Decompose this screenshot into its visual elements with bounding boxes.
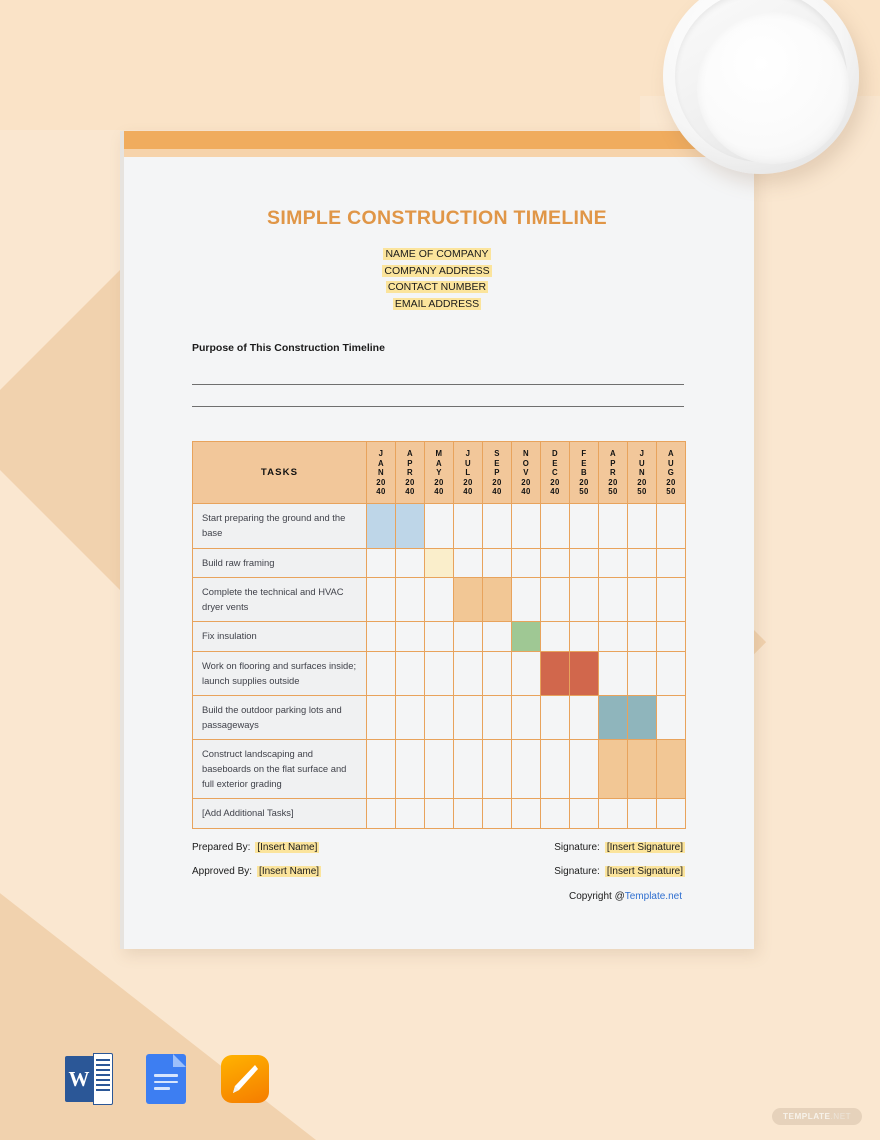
table-row bbox=[193, 651, 686, 695]
timeline-cell-r7-c8[interactable] bbox=[599, 799, 628, 829]
pen-icon bbox=[230, 1063, 260, 1095]
word-icon-letter: W bbox=[68, 1066, 90, 1091]
timeline-cell-r7-c4[interactable] bbox=[483, 799, 512, 829]
table-row bbox=[193, 622, 686, 652]
timeline-cell-r1-c9[interactable] bbox=[628, 548, 657, 578]
timeline-cell-r5-c5[interactable] bbox=[512, 696, 541, 740]
watermark-dim: .NET bbox=[830, 1112, 852, 1121]
template-net-link[interactable]: Template.net bbox=[624, 890, 682, 902]
timeline-cell-filled-r2-c3[interactable] bbox=[454, 578, 483, 622]
timeline-cell-r7-c2[interactable] bbox=[425, 799, 454, 829]
timeline-cell-filled-r4-c7[interactable] bbox=[570, 651, 599, 695]
timeline-cell-r4-c2[interactable] bbox=[425, 651, 454, 695]
template-net-watermark bbox=[772, 1108, 862, 1125]
timeline-cell-r1-c10[interactable] bbox=[657, 548, 686, 578]
construction-timeline-table bbox=[192, 441, 686, 828]
timeline-cell-filled-r0-c0[interactable] bbox=[367, 504, 396, 548]
timeline-cell-filled-r3-c5[interactable] bbox=[512, 622, 541, 652]
timeline-cell-r2-c1[interactable] bbox=[396, 578, 425, 622]
column-header-month-0: J A N 20 40 bbox=[367, 442, 396, 504]
page-top-accent-bar bbox=[120, 131, 754, 149]
timeline-cell-filled-r1-c2[interactable] bbox=[425, 548, 454, 578]
apple-pages-icon[interactable] bbox=[219, 1053, 271, 1105]
timeline-cell-r2-c5[interactable] bbox=[512, 578, 541, 622]
timeline-cell-filled-r0-c1[interactable] bbox=[396, 504, 425, 548]
background-top-strip-secondary bbox=[0, 0, 640, 130]
timeline-cell-r4-c10[interactable] bbox=[657, 651, 686, 695]
company-name-line[interactable]: NAME OF COMPANY bbox=[385, 248, 489, 260]
approved-signature-group bbox=[554, 866, 685, 877]
page-title: SIMPLE CONSTRUCTION TIMELINE bbox=[267, 207, 607, 229]
timeline-cell-r2-c0[interactable] bbox=[367, 578, 396, 622]
app-format-icons bbox=[63, 1053, 271, 1105]
timeline-cell-r3-c1[interactable] bbox=[396, 622, 425, 652]
timeline-cell-r1-c1[interactable] bbox=[396, 548, 425, 578]
approved-by-label: Approved By: bbox=[192, 865, 253, 877]
prepared-signature-group bbox=[554, 842, 685, 853]
timeline-cell-r4-c9[interactable] bbox=[628, 651, 657, 695]
timeline-cell-r5-c3[interactable] bbox=[454, 696, 483, 740]
column-header-month-3: J U L 20 40 bbox=[454, 442, 483, 504]
timeline-cell-r0-c10[interactable] bbox=[657, 504, 686, 548]
timeline-cell-r1-c5[interactable] bbox=[512, 548, 541, 578]
timeline-cell-r3-c9[interactable] bbox=[628, 622, 657, 652]
approved-by-row bbox=[192, 866, 685, 877]
microsoft-word-icon[interactable] bbox=[63, 1053, 115, 1105]
column-header-month-6: D E C 20 40 bbox=[541, 442, 570, 504]
table-row bbox=[193, 578, 686, 622]
company-info-block bbox=[120, 246, 754, 312]
timeline-cell-r6-c3[interactable] bbox=[454, 740, 483, 799]
table-row bbox=[193, 799, 686, 829]
timeline-cell-r0-c8[interactable] bbox=[599, 504, 628, 548]
column-header-month-1: A P R 20 40 bbox=[396, 442, 425, 504]
docs-icon-fold bbox=[173, 1054, 186, 1067]
word-icon-page bbox=[93, 1053, 113, 1105]
task-label-3[interactable]: Fix insulation bbox=[193, 622, 367, 652]
column-header-month-8: A P R 20 50 bbox=[599, 442, 628, 504]
timeline-cell-r3-c7[interactable] bbox=[570, 622, 599, 652]
timeline-cell-r2-c9[interactable] bbox=[628, 578, 657, 622]
timeline-cell-r7-c10[interactable] bbox=[657, 799, 686, 829]
company-email-line[interactable]: EMAIL ADDRESS bbox=[394, 297, 480, 310]
approved-by-group bbox=[192, 866, 321, 877]
timeline-cell-filled-r6-c8[interactable] bbox=[599, 740, 628, 799]
timeline-cell-r6-c4[interactable] bbox=[483, 740, 512, 799]
timeline-cell-r4-c1[interactable] bbox=[396, 651, 425, 695]
prepared-signature-value[interactable]: [Insert Signature] bbox=[606, 841, 683, 853]
column-header-month-9: J U N 20 50 bbox=[628, 442, 657, 504]
approved-signature-value[interactable]: [Insert Signature] bbox=[606, 865, 683, 877]
column-header-tasks: TASKS bbox=[193, 442, 367, 504]
task-label-0[interactable]: Start preparing the ground and the base bbox=[193, 504, 367, 548]
timeline-cell-r1-c7[interactable] bbox=[570, 548, 599, 578]
document-page bbox=[120, 131, 754, 949]
task-label-2[interactable]: Complete the technical and HVAC dryer vents bbox=[193, 578, 367, 622]
timeline-cell-r3-c3[interactable] bbox=[454, 622, 483, 652]
timeline-cell-r7-c7[interactable] bbox=[570, 799, 599, 829]
timeline-cell-r2-c6[interactable] bbox=[541, 578, 570, 622]
timeline-cell-r5-c1[interactable] bbox=[396, 696, 425, 740]
paint-can-lid-ring bbox=[675, 0, 847, 162]
prepared-by-row bbox=[192, 842, 685, 853]
timeline-cell-r6-c0[interactable] bbox=[367, 740, 396, 799]
timeline-cell-r4-c5[interactable] bbox=[512, 651, 541, 695]
timeline-cell-r6-c5[interactable] bbox=[512, 740, 541, 799]
task-label-1[interactable]: Build raw framing bbox=[193, 548, 367, 578]
purpose-section-label: Purpose of This Construction Timeline bbox=[192, 342, 385, 355]
docs-icon-body bbox=[146, 1054, 186, 1104]
table-row bbox=[193, 696, 686, 740]
task-label-4[interactable]: Work on flooring and surfaces inside; launch supplies outside bbox=[193, 651, 367, 695]
timeline-cell-r6-c7[interactable] bbox=[570, 740, 599, 799]
timeline-cell-r1-c8[interactable] bbox=[599, 548, 628, 578]
timeline-cell-r5-c10[interactable] bbox=[657, 696, 686, 740]
timeline-cell-r5-c2[interactable] bbox=[425, 696, 454, 740]
prepared-by-value[interactable]: [Insert Name] bbox=[257, 841, 318, 853]
timeline-cell-filled-r5-c9[interactable] bbox=[628, 696, 657, 740]
task-label-7[interactable]: [Add Additional Tasks] bbox=[193, 799, 367, 829]
timeline-cell-r2-c8[interactable] bbox=[599, 578, 628, 622]
timeline-cell-r5-c0[interactable] bbox=[367, 696, 396, 740]
column-header-month-2: M A Y 20 40 bbox=[425, 442, 454, 504]
timeline-cell-r4-c4[interactable] bbox=[483, 651, 512, 695]
timeline-cell-r0-c2[interactable] bbox=[425, 504, 454, 548]
timeline-cell-r6-c6[interactable] bbox=[541, 740, 570, 799]
timeline-cell-r7-c1[interactable] bbox=[396, 799, 425, 829]
timeline-cell-r0-c6[interactable] bbox=[541, 504, 570, 548]
timeline-cell-r0-c4[interactable] bbox=[483, 504, 512, 548]
timeline-cell-r6-c1[interactable] bbox=[396, 740, 425, 799]
approved-by-value[interactable]: [Insert Name] bbox=[259, 865, 320, 877]
prepared-by-group bbox=[192, 842, 319, 853]
timeline-cell-r1-c6[interactable] bbox=[541, 548, 570, 578]
company-contact-line[interactable]: CONTACT NUMBER bbox=[387, 281, 487, 294]
timeline-cell-r7-c9[interactable] bbox=[628, 799, 657, 829]
timeline-cell-r0-c9[interactable] bbox=[628, 504, 657, 548]
timeline-cell-r0-c3[interactable] bbox=[454, 504, 483, 548]
timeline-cell-filled-r4-c6[interactable] bbox=[541, 651, 570, 695]
purpose-input-line-1[interactable] bbox=[192, 384, 684, 385]
google-docs-icon[interactable] bbox=[141, 1053, 193, 1105]
column-header-month-5: N O V 20 40 bbox=[512, 442, 541, 504]
timeline-cell-r2-c7[interactable] bbox=[570, 578, 599, 622]
timeline-cell-r5-c7[interactable] bbox=[570, 696, 599, 740]
table-header-row bbox=[193, 442, 686, 504]
table-row bbox=[193, 548, 686, 578]
task-label-5[interactable]: Build the outdoor parking lots and passageways bbox=[193, 696, 367, 740]
timeline-cell-r5-c6[interactable] bbox=[541, 696, 570, 740]
page-top-accent-bar-secondary bbox=[120, 149, 754, 157]
timeline-cell-filled-r6-c9[interactable] bbox=[628, 740, 657, 799]
timeline-cell-r5-c4[interactable] bbox=[483, 696, 512, 740]
signature-area bbox=[192, 842, 685, 877]
timeline-cell-r4-c3[interactable] bbox=[454, 651, 483, 695]
timeline-cell-r3-c4[interactable] bbox=[483, 622, 512, 652]
timeline-cell-r6-c2[interactable] bbox=[425, 740, 454, 799]
timeline-cell-r3-c8[interactable] bbox=[599, 622, 628, 652]
copyright-line bbox=[120, 891, 682, 902]
timeline-cell-r2-c10[interactable] bbox=[657, 578, 686, 622]
timeline-cell-r3-c10[interactable] bbox=[657, 622, 686, 652]
purpose-input-line-2[interactable] bbox=[192, 406, 684, 407]
timeline-cell-r7-c3[interactable] bbox=[454, 799, 483, 829]
timeline-cell-r3-c0[interactable] bbox=[367, 622, 396, 652]
table-header bbox=[193, 442, 686, 504]
timeline-cell-r3-c6[interactable] bbox=[541, 622, 570, 652]
column-header-month-7: F E B 20 50 bbox=[570, 442, 599, 504]
timeline-cell-filled-r5-c8[interactable] bbox=[599, 696, 628, 740]
prepared-by-label: Prepared By: bbox=[192, 841, 251, 853]
timeline-cell-r4-c8[interactable] bbox=[599, 651, 628, 695]
pages-icon-body bbox=[221, 1055, 269, 1103]
paint-can-lid-inner bbox=[697, 12, 849, 164]
timeline-cell-r1-c4[interactable] bbox=[483, 548, 512, 578]
timeline-cell-r0-c5[interactable] bbox=[512, 504, 541, 548]
company-address-line[interactable]: COMPANY ADDRESS bbox=[384, 264, 490, 277]
table-row bbox=[193, 504, 686, 548]
document-body bbox=[120, 157, 754, 902]
table-body bbox=[193, 504, 686, 828]
timeline-cell-r1-c0[interactable] bbox=[367, 548, 396, 578]
prepared-signature-label: Signature: bbox=[554, 841, 600, 853]
timeline-cell-r3-c2[interactable] bbox=[425, 622, 454, 652]
timeline-cell-r7-c6[interactable] bbox=[541, 799, 570, 829]
timeline-cell-filled-r2-c4[interactable] bbox=[483, 578, 512, 622]
docs-icon-lines bbox=[154, 1074, 178, 1094]
column-header-month-4: S E P 20 40 bbox=[483, 442, 512, 504]
task-label-6[interactable]: Construct landscaping and baseboards on the flat surface and full exterior grading bbox=[193, 740, 367, 799]
timeline-cell-r7-c5[interactable] bbox=[512, 799, 541, 829]
watermark-strong: TEMPLATE bbox=[783, 1112, 831, 1121]
timeline-cell-r2-c2[interactable] bbox=[425, 578, 454, 622]
timeline-cell-r1-c3[interactable] bbox=[454, 548, 483, 578]
timeline-cell-r4-c0[interactable] bbox=[367, 651, 396, 695]
timeline-cell-filled-r6-c10[interactable] bbox=[657, 740, 686, 799]
timeline-cell-r7-c0[interactable] bbox=[367, 799, 396, 829]
column-header-month-10: A U G 20 50 bbox=[657, 442, 686, 504]
approved-signature-label: Signature: bbox=[554, 865, 600, 877]
copyright-prefix: Copyright @ bbox=[569, 890, 625, 902]
table-row bbox=[193, 740, 686, 799]
timeline-cell-r0-c7[interactable] bbox=[570, 504, 599, 548]
